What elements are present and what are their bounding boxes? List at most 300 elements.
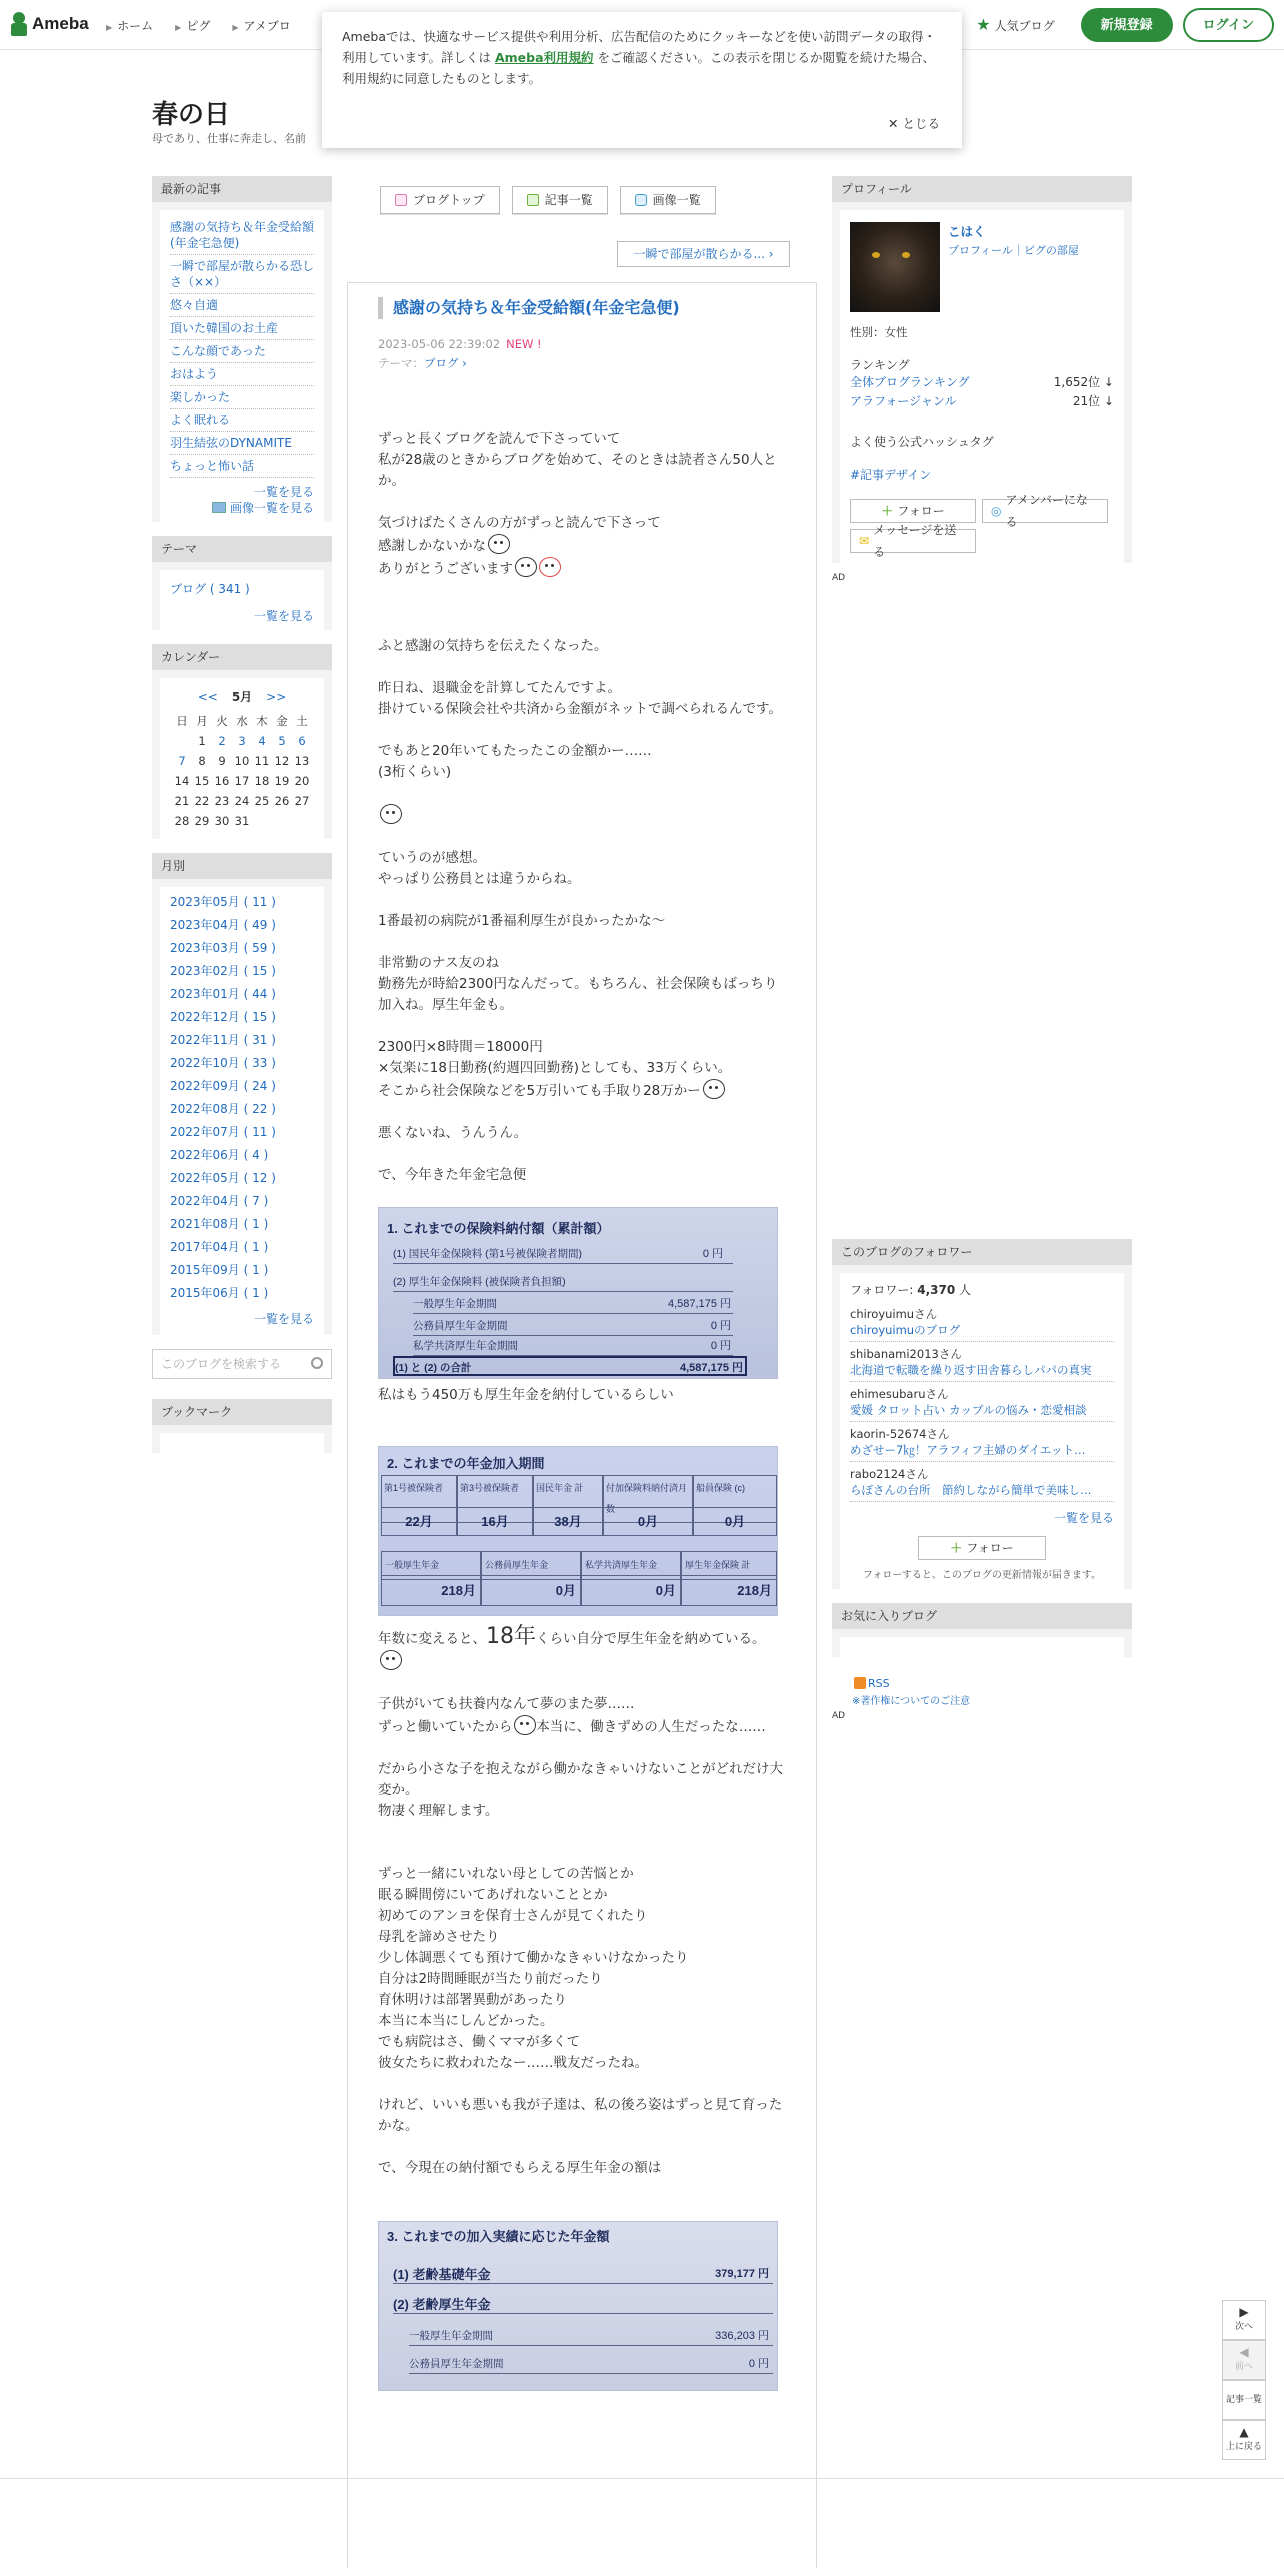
calendar-weekday: 月 (196, 714, 208, 728)
emoji-icon (703, 1079, 725, 1099)
close-icon: ✕ (888, 116, 903, 131)
paragraph (378, 953, 788, 1016)
photo-row (409, 2354, 773, 2374)
pension-photo-3[interactable] (378, 2221, 778, 2391)
left-sidebar (152, 176, 332, 1467)
bookmark-header: ブックマーク (152, 1399, 332, 1425)
paragraph (378, 1694, 788, 1738)
blog-top-icon (395, 194, 407, 206)
calendar-day: 12 (274, 754, 290, 768)
calendar-day: 24 (234, 794, 250, 808)
followers-header: このブログのフォロワー (832, 1239, 1132, 1265)
paragraph (378, 1626, 788, 1673)
calendar-weekday: 日 (176, 714, 188, 728)
photo-row-label: (1) 老齢基礎年金 (393, 2267, 491, 2282)
theme-header: テーマ (152, 536, 332, 562)
terms-link[interactable]: Ameba利用規約 (494, 50, 594, 65)
month-archive-item[interactable]: 2015年06月 ( 1 ) (170, 1286, 269, 1300)
recent-articles-list (170, 216, 314, 478)
calendar-day[interactable]: 6 (298, 734, 306, 748)
ameba-logo[interactable] (10, 12, 89, 36)
recent-article-item[interactable]: 悠々自適 (170, 294, 314, 317)
paragraph (378, 513, 788, 580)
new-badge: NEW ! (506, 337, 542, 351)
search-icon[interactable] (311, 1357, 323, 1369)
follow-label: フォロー (966, 1541, 1014, 1555)
nav-links (106, 17, 291, 34)
photo-row (393, 2294, 773, 2314)
register-button[interactable]: 新規登録 (1081, 8, 1173, 42)
article (347, 282, 817, 2568)
calendar-day (272, 811, 292, 831)
text-line: ふと感謝の気持ちを伝えたくなった。 (378, 638, 608, 654)
paragraph (378, 1165, 788, 1186)
photo-title: 2. これまでの年金加入期間 (387, 1456, 545, 1471)
photo-value: 336,203 円 (715, 2330, 769, 2342)
blog-search-input[interactable] (152, 1349, 332, 1379)
text-line: くらい自分で厚生年金を納めている。 (536, 1631, 766, 1647)
follower-user: chiroyuimuさん (850, 1307, 938, 1321)
cookie-close-label: とじる (902, 116, 940, 131)
right-sidebar (832, 176, 1132, 1721)
message-button[interactable] (850, 523, 976, 559)
popular-blogs-link[interactable] (976, 15, 1054, 35)
photo-cell: 厚生年金保険 計 (681, 1551, 777, 1580)
article-body (378, 429, 788, 2391)
calendar-day (172, 731, 192, 751)
paragraph (378, 636, 788, 657)
hashtag-label: よく使う公式ハッシュタグ (850, 435, 994, 449)
emoji-icon (488, 534, 510, 554)
paragraph (378, 1864, 788, 2074)
profile-links[interactable]: プロフィール｜ピグの部屋 (948, 244, 1079, 257)
calendar-month: 5月 (231, 690, 253, 704)
ranking-genre-link[interactable]: アラフォージャンル (850, 394, 957, 408)
follower-list (850, 1302, 1114, 1502)
paragraph (378, 1385, 788, 1406)
ameba-logo-icon (10, 12, 28, 36)
month-archive-item[interactable]: 2023年03月 ( 59 ) (170, 941, 276, 955)
recent-article-item[interactable]: ちょっと怖い話 (170, 455, 314, 478)
photo-row (393, 1356, 747, 1376)
ranking-row (850, 392, 1114, 411)
photo-row-label: (2) 厚生年金保険料 (被保険者負担額) (393, 1276, 566, 1288)
profile-avatar[interactable] (850, 222, 940, 312)
photo-cell: 第1号被保険者 (381, 1475, 457, 1523)
text-line: で、今現在の納付額でもらえる厚生年金の額は (378, 2160, 662, 2176)
calendar-day: 20 (294, 774, 310, 788)
text-line: 育休明けは部署異動があったり (378, 1992, 567, 2008)
next-article-button[interactable] (1222, 2300, 1266, 2340)
pager-top-label: 上に戻る (1225, 2442, 1262, 2452)
prev-article-button[interactable] (1222, 2340, 1266, 2380)
calendar-day: 11 (254, 754, 270, 768)
text-line: ずっと一緒にいれない母としての苦悩とか (378, 1866, 634, 1882)
follower-user: kaorin-52674さん (850, 1427, 950, 1441)
tab-label: ブログトップ (413, 193, 485, 207)
nav-link-ameblo[interactable] (232, 17, 290, 34)
paragraph (378, 1759, 788, 1822)
photo-value: 0 円 (702, 1248, 723, 1260)
month-archive-item[interactable]: 2017年04月 ( 1 ) (170, 1240, 269, 1254)
month-archive-item[interactable]: 2022年05月 ( 12 ) (170, 1171, 276, 1185)
photo-value: 0 円 (748, 2358, 769, 2370)
calendar-day: 15 (194, 774, 210, 788)
ranking-label: ランキング (850, 358, 910, 372)
play-icon: ▶ (1239, 2305, 1249, 2319)
emoji-icon (515, 557, 537, 577)
recent-more-link[interactable]: 一覧を見る (253, 485, 314, 499)
follower-blog-link[interactable]: chiroyuimuのブログ (850, 1323, 961, 1337)
follower-blog-link[interactable]: らぼさんの台所 節約しながら簡単で美味し… (850, 1483, 1092, 1497)
photo-cell: 0月 (693, 1507, 777, 1536)
calendar-day[interactable]: 2 (218, 734, 226, 748)
up-arrow-icon: ▲ (1239, 2425, 1249, 2439)
profile-name[interactable]: こはく (948, 224, 986, 239)
calendar-day: 18 (254, 774, 270, 788)
text-line: 昨日ね、退職金を計算してたんですよ。 (378, 680, 621, 696)
monthly-more-link[interactable]: 一覧を見る (253, 1312, 314, 1326)
photo-title: 3. これまでの加入実績に応じた年金額 (387, 2229, 610, 2244)
calendar-weekday: 木 (256, 714, 268, 728)
chevron-right-icon: ▶ (106, 23, 113, 32)
text-line: (3桁くらい) (378, 764, 452, 780)
login-button[interactable]: ログイン (1183, 8, 1274, 42)
month-archive-item[interactable]: 2022年08月 ( 22 ) (170, 1102, 276, 1116)
recent-article-item[interactable]: 感謝の気持ち＆年金受給額(年金宅急便) (170, 216, 314, 255)
calendar-next-month[interactable]: >> (266, 690, 287, 704)
follower-blog-link[interactable]: 愛媛 タロット占い カップルの悩み・恋愛相談 (850, 1403, 1087, 1417)
text-line: ありがとうございます (378, 561, 513, 577)
text-line: でもあと20年いてもたったこの金額かー…… (378, 743, 652, 759)
calendar-day (292, 811, 312, 831)
calendar-day: 29 (194, 814, 210, 828)
tab-label: 記事一覧 (544, 193, 593, 207)
photo-value: 0 円 (710, 1320, 731, 1332)
pager-next-label: 次へ (1234, 2322, 1253, 2332)
recent-article-item[interactable]: よく眠れる (170, 409, 314, 432)
plus-icon: ＋ (950, 1541, 963, 1555)
previous-post-link[interactable] (617, 241, 790, 267)
text-line: 少し体調悪くても預けて働かなきゃいけなかったり (378, 1950, 689, 1966)
photo-caption: 私はもう450万も厚生年金を納付しているらしい (378, 1387, 674, 1403)
photo-row (393, 1272, 733, 1292)
photo-row-label: 私学共済厚生年金期間 (413, 1340, 518, 1352)
month-archive-item[interactable]: 2022年12月 ( 15 ) (170, 1010, 276, 1024)
photo-row (409, 2326, 773, 2346)
calendar-weekday: 金 (276, 714, 288, 728)
copyright-note-link[interactable]: ※著作権についてのご注意 (852, 1696, 971, 1707)
calendar-day: 21 (174, 794, 190, 808)
calendar-day: 26 (274, 794, 290, 808)
paragraph (378, 804, 788, 827)
article-theme (378, 355, 816, 371)
paragraph (378, 2095, 788, 2137)
tab-image-list[interactable] (620, 186, 716, 214)
follower-count-value: 4,370 (917, 1283, 956, 1297)
nav-right (976, 8, 1274, 42)
nav-link-label: ピグ (186, 19, 211, 33)
rss-link[interactable] (832, 1677, 1132, 1690)
follower-entry (850, 1462, 1114, 1502)
photo-table-values (381, 1507, 777, 1536)
plus-icon: ＋ (881, 504, 894, 518)
recent-article-item[interactable]: こんな顔であった (170, 340, 314, 363)
photo-row-label: 公務員厚生年金期間 (409, 2358, 504, 2370)
tab-blog-top[interactable] (380, 186, 500, 214)
article-date: 2023-05-06 22:39:02 (378, 337, 501, 351)
recent-article-item[interactable]: 一瞬で部屋が散らかる恐しさ（××） (170, 255, 314, 294)
photo-cell: 一般厚生年金 (381, 1551, 481, 1580)
month-archive-item[interactable]: 2015年09月 ( 1 ) (170, 1263, 269, 1277)
article-meta (378, 337, 816, 351)
favorites-header: お気に入りブログ (832, 1603, 1132, 1629)
calendar-day: 28 (174, 814, 190, 828)
month-archive-item[interactable]: 2022年06月 ( 4 ) (170, 1148, 269, 1162)
chevron-right-icon: ▶ (232, 23, 239, 32)
photo-cell: 公務員厚生年金 (481, 1551, 581, 1580)
ranking-genre-value: 21位 ↓ (1072, 394, 1114, 408)
amember-icon: ◎ (991, 504, 1002, 518)
calendar-day[interactable]: 7 (178, 754, 186, 768)
recent-articles-box (152, 176, 332, 522)
photo-row-label: (1) 国民年金保険料 (第1号被保険者期間) (393, 1248, 582, 1260)
month-archive-item[interactable]: 2023年02月 ( 15 ) (170, 964, 276, 978)
star-icon: ★ (976, 17, 991, 34)
text-line: 本当に本当にしんどかった。 (378, 2013, 554, 2029)
photo-cell: 22月 (381, 1507, 457, 1536)
recent-article-item[interactable]: おはよう (170, 363, 314, 386)
photo-table-values-2 (381, 1575, 777, 1606)
photo-value: 0 円 (710, 1340, 731, 1352)
photo-cell: 付加保険料納付済月数 (603, 1475, 693, 1523)
calendar-day (252, 811, 272, 831)
calendar-day: 10 (234, 754, 250, 768)
ranking-overall-link[interactable]: 全体ブログランキング (850, 375, 970, 389)
calendar-weekday: 火 (216, 714, 228, 728)
calendar-day: 8 (198, 754, 206, 768)
theme-more-link[interactable]: 一覧を見る (253, 609, 314, 623)
photo-cell: 16月 (457, 1507, 533, 1536)
photo-value: 379,177 円 (715, 2268, 769, 2280)
amember-label: アメンバーになる (1005, 493, 1088, 529)
emoji-icon (380, 804, 402, 824)
text-line: 初めてのアンヨを保育士さんが見てくれたり (378, 1908, 648, 1924)
calendar-prev-month[interactable]: << (197, 690, 218, 704)
calendar-day: 16 (214, 774, 230, 788)
recent-article-item[interactable]: 楽しかった (170, 386, 314, 409)
cookie-close-button[interactable] (888, 113, 940, 134)
calendar-grid (172, 711, 312, 831)
calendar-day: 25 (254, 794, 270, 808)
text-line: で、今年きた年金宅急便 (378, 1167, 527, 1183)
nav-link-pigg[interactable] (175, 17, 210, 34)
photo-cell: 38月 (533, 1507, 603, 1536)
month-archive-item[interactable]: 2021年08月 ( 1 ) (170, 1217, 269, 1231)
nav-link-label: ホーム (117, 19, 154, 33)
monthly-archive-box (152, 853, 332, 1335)
calendar-day: 23 (214, 794, 230, 808)
calendar-day: 30 (214, 814, 230, 828)
text-line: 2300円×8時間＝18000円 (378, 1039, 543, 1055)
calendar-day: 14 (174, 774, 190, 788)
recent-article-item[interactable]: 頂いた韓国のお土産 (170, 317, 314, 340)
blog-title[interactable]: 春の日 (152, 100, 231, 130)
photo-cell: 0月 (603, 1507, 693, 1536)
chevron-right-icon: › (458, 356, 467, 370)
text-line: 気づけばたくさんの方がずっと読んで下さって (378, 515, 661, 531)
rss-label: RSS (868, 1677, 890, 1690)
back-icon: ◀ (1239, 2345, 1249, 2359)
text-line: 掛けている保険会社や共済から金額がネットで調べられるんです。 (378, 701, 782, 717)
follow-note: フォローすると、このブログの更新情報が届きます。 (862, 1570, 1102, 1581)
text-line: けれど、いいも悪いも我が子達は、私の後ろ姿はずっと見て育ったかな。 (378, 2097, 783, 2134)
follower-count-label: フォロワー: (850, 1283, 918, 1297)
calendar-day: 17 (234, 774, 250, 788)
month-archive-item[interactable]: 2023年05月 ( 11 ) (170, 895, 276, 909)
logo-text: Ameba (32, 14, 89, 33)
follower-blog-link[interactable]: 北海道で転職を繰り返す田舎暮らしパパの真実 (850, 1363, 1092, 1377)
photo-cell: 国民年金 計 (533, 1475, 603, 1523)
follower-count-unit: 人 (955, 1283, 972, 1297)
text-line: 勤務先が時給2300円なんだって。もちろん、社会保険もばっちり加入ね。厚生年金も。 (378, 976, 778, 1013)
tab-article-list[interactable] (512, 186, 608, 214)
emphasis-text: 18年 (486, 1624, 536, 1649)
follower-count (850, 1281, 1114, 1298)
popular-blogs-label: 人気ブログ (994, 18, 1055, 33)
nav-link-home[interactable] (106, 17, 153, 34)
text-line: 彼女たちに救われたなー……戦友だったね。 (378, 2055, 648, 2071)
cookie-text-after: をご確認ください。この表示を閉じるか閲覧を続けた場合、利用規約に同意したものとします。 (342, 50, 936, 86)
paragraph (378, 2158, 788, 2179)
text-line: 本当に、働きずめの人生だったな…… (536, 1719, 766, 1735)
photo-row (393, 2264, 773, 2284)
calendar-day: 22 (194, 794, 210, 808)
cookie-text: Amebaでは、快適なサービス提供や利用分析、広告配信のためにクッキーなどを使い訪問データの取得・利用しています。詳しくは (342, 29, 937, 65)
text-line: 非常勤のナス友のね (378, 955, 499, 971)
calendar-day: 9 (218, 754, 226, 768)
photo-row-label: (2) 老齢厚生年金 (393, 2297, 491, 2312)
pension-photo-1[interactable] (378, 1207, 778, 1379)
text-line: 自分は2時間睡眠が当たり前だったり (378, 1971, 603, 1987)
photo-row-label: 一般厚生年金期間 (413, 1298, 497, 1310)
follower-user: rabo2124さん (850, 1467, 929, 1481)
follower-user: ehimesubaruさん (850, 1387, 949, 1401)
photo-row (413, 1336, 733, 1356)
ranking-overall-value: 1,652位 ↓ (1053, 375, 1114, 389)
paragraph (378, 1037, 788, 1102)
follow-button-2[interactable] (918, 1536, 1046, 1560)
chevron-right-icon: ▶ (175, 23, 182, 32)
photo-row-label: 公務員厚生年金期間 (413, 1320, 508, 1332)
calendar-day[interactable]: 4 (258, 734, 266, 748)
photo-cell: 0月 (581, 1575, 681, 1606)
blog-description: 母であり、仕事に奔走し、名前 (152, 132, 306, 145)
envelope-icon: ✉ (859, 534, 870, 548)
month-archive-item[interactable]: 2022年10月 ( 33 ) (170, 1056, 276, 1070)
text-line: 母乳を諦めさせたり (378, 1929, 500, 1945)
article-title[interactable]: 感謝の気持ち＆年金受給額(年金宅急便) (378, 297, 816, 319)
article-list-icon (527, 194, 539, 206)
follower-entry (850, 1422, 1114, 1462)
favorites-box (832, 1603, 1132, 1657)
rss-icon (854, 1677, 866, 1689)
calendar-box (152, 644, 332, 839)
month-archive-item[interactable]: 2022年04月 ( 7 ) (170, 1194, 269, 1208)
monthly-archive-list (170, 891, 314, 1305)
photo-cell: 218月 (681, 1575, 777, 1606)
theme-label: テーマ： (378, 356, 424, 370)
photo-cell: 第3号被保険者 (457, 1475, 533, 1523)
paragraph (378, 1123, 788, 1144)
followers-more-link[interactable]: 一覧を見る (1053, 1511, 1114, 1525)
text-line: 眠る瞬間傍にいてあげれないこととか (378, 1887, 608, 1903)
text-line: やっぱり公務員とは違うからね。 (378, 871, 581, 887)
paragraph (378, 741, 788, 783)
text-line: だから小さな子を抱えながら働かなきゃいけないことがどれだけ大変か。 (378, 1761, 783, 1798)
theme-item-blog[interactable]: ブログ ( 341 ) (170, 582, 250, 596)
calendar-day[interactable]: 5 (278, 734, 286, 748)
text-line: ていうのが感想。 (378, 850, 486, 866)
theme-link[interactable]: ブログ (424, 356, 459, 370)
amember-button[interactable] (982, 493, 1108, 529)
month-archive-item[interactable]: 2022年11月 ( 31 ) (170, 1033, 276, 1047)
text-line: 私が28歳のときからブログを始めて、そのときは読者さん50人とか。 (378, 452, 777, 489)
hashtag-link[interactable]: #記事デザイン (850, 468, 932, 482)
photo-row (413, 1316, 733, 1336)
prev-post-label: 一瞬で部屋が散らかる... (633, 247, 765, 261)
tab-label: 画像一覧 (652, 193, 701, 207)
recent-article-item[interactable]: 羽生結弦のDYNAMITE (170, 432, 314, 455)
photo-value: 4,587,175 円 (668, 1298, 731, 1310)
month-archive-item[interactable]: 2023年04月 ( 49 ) (170, 918, 276, 932)
text-line: ずっと長くブログを読んで下さっていて (378, 431, 621, 447)
blog-tabs (380, 186, 716, 214)
month-archive-item[interactable]: 2022年09月 ( 24 ) (170, 1079, 276, 1093)
bookmark-box (152, 1399, 332, 1453)
follower-entry (850, 1382, 1114, 1422)
calendar-nav (164, 688, 320, 705)
text-line: 1番最初の病院が1番福利厚生が良かったかな〜 (378, 913, 666, 929)
photo-cell: 218月 (381, 1575, 481, 1606)
images-more-link[interactable] (170, 500, 314, 516)
article-list-button[interactable]: 記事一覧 (1222, 2380, 1266, 2420)
text-line: 悪くないね、うんうん。 (378, 1125, 528, 1141)
text-line: 年数に変えると、 (378, 1631, 486, 1647)
monthly-header: 月別 (152, 853, 332, 879)
profile-box (832, 176, 1132, 563)
ad-label: AD (832, 573, 846, 583)
follower-entry (850, 1302, 1114, 1342)
back-to-top-button[interactable] (1222, 2420, 1266, 2460)
text-line: 物凄く理解します。 (378, 1803, 499, 1819)
followers-box (832, 1239, 1132, 1589)
month-archive-item[interactable]: 2023年01月 ( 44 ) (170, 987, 276, 1001)
footer-divider (0, 2478, 1284, 2479)
image-icon (212, 502, 226, 513)
search-placeholder: このブログを検索する (161, 1357, 282, 1371)
calendar-day: 1 (198, 734, 206, 748)
month-archive-item[interactable]: 2022年07月 ( 11 ) (170, 1125, 276, 1139)
calendar-header: カレンダー (152, 644, 332, 670)
text-line: そこから社会保険などを5万引いても手取り28万かー (378, 1083, 701, 1099)
follower-blog-link[interactable]: めざせー7㎏！アラフィフ主婦のダイエット… (850, 1443, 1086, 1457)
images-more-label: 画像一覧を見る (229, 501, 314, 515)
calendar-weekday: 水 (236, 714, 248, 728)
pension-photo-2[interactable] (378, 1446, 778, 1616)
calendar-day: 27 (294, 794, 310, 808)
calendar-day[interactable]: 3 (238, 734, 246, 748)
